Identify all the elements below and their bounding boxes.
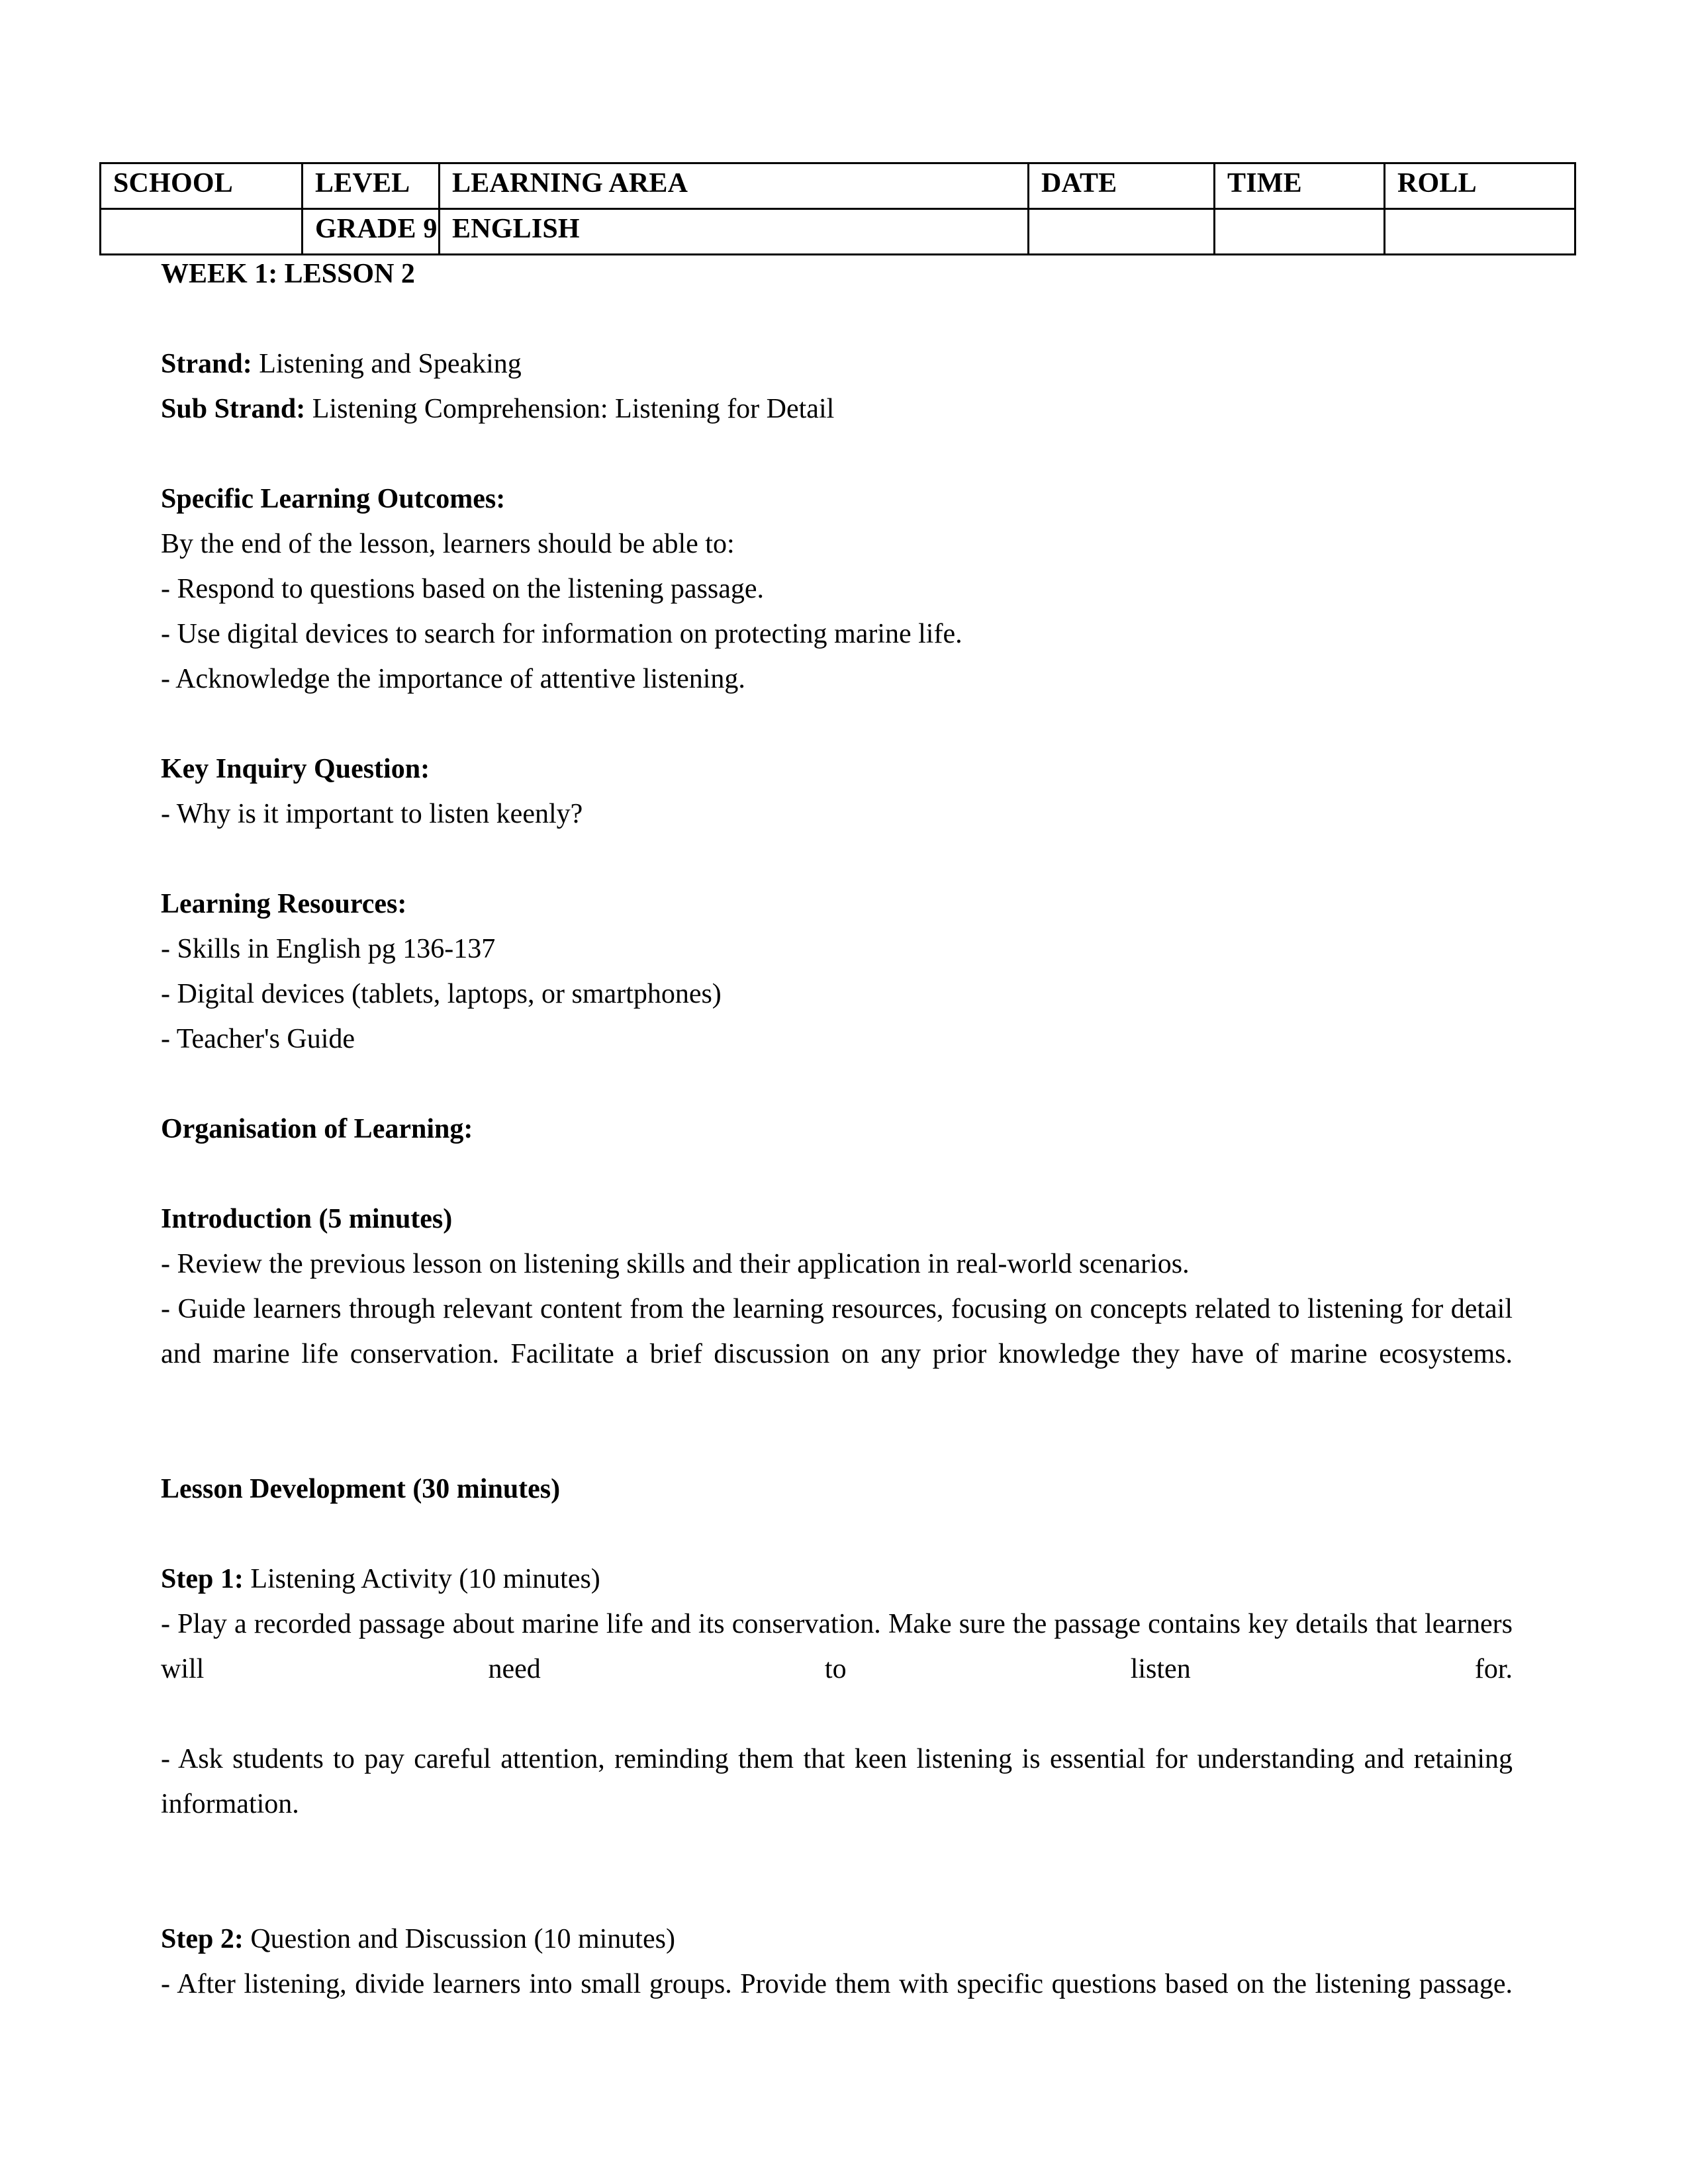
list-item: - Use digital devices to search for information on protecting marine life. — [161, 619, 962, 649]
cell-level-value[interactable]: GRADE 9 — [303, 209, 440, 255]
list-item: - Respond to questions based on the listening passage. — [161, 574, 765, 604]
week-lesson-title: WEEK 1: LESSON 2 — [161, 259, 415, 289]
sub-strand-value: Listening Comprehension: Listening for Detail — [305, 394, 835, 424]
column-header-date: DATE — [1029, 163, 1215, 209]
cell-roll-value[interactable] — [1385, 209, 1575, 255]
step-1-title — [161, 1557, 1513, 1602]
list-item: - Ask students to pay careful attention, reminding them that keen listening is essential for understanding and retaining information. — [161, 1744, 1520, 1819]
step-2-description: Question and Discussion (10 minutes) — [243, 1924, 675, 1954]
lesson-plan-body — [161, 251, 1520, 2052]
table-row — [101, 209, 1575, 255]
strand-line — [161, 341, 1513, 387]
column-header-roll: ROLL — [1385, 163, 1575, 209]
list-item: - Play a recorded passage about marine life and its conservation. Make sure the passage contains key details that learners will need to listen for. — [161, 1609, 1520, 1684]
list-item: - Teacher's Guide — [161, 1024, 355, 1054]
spacer — [161, 296, 1513, 341]
step-2-label: Step 2: — [161, 1924, 244, 1954]
organisation-of-learning-heading: Organisation of Learning: — [161, 1114, 473, 1144]
spacer — [161, 702, 1513, 747]
cell-time-value[interactable] — [1215, 209, 1385, 255]
list-item: - Skills in English pg 136-137 — [161, 934, 496, 964]
specific-learning-outcomes-heading: Specific Learning Outcomes: — [161, 484, 506, 514]
sub-strand-line — [161, 387, 1513, 432]
spacer — [161, 1422, 1513, 1467]
spacer — [161, 1152, 1513, 1197]
lesson-header-table — [99, 162, 1576, 255]
list-item: - Guide learners through relevant content from the learning resources, focusing on concepts related to listening for detail and marine life conservation. Facilitate a brief discussion on any prior knowledge they have of marine ecosystems. — [161, 1294, 1520, 1369]
spacer — [161, 1872, 1513, 1917]
lesson-header-table-wrapper — [99, 162, 1574, 255]
step-1-label: Step 1: — [161, 1564, 244, 1594]
list-item: - After listening, divide learners into small groups. Provide them with specific questions based on the listening passage. — [161, 1969, 1513, 1999]
specific-learning-outcomes-intro: By the end of the lesson, learners should be able to: — [161, 529, 735, 559]
sub-strand-label: Sub Strand: — [161, 394, 306, 424]
list-item: - Acknowledge the importance of attentive listening. — [161, 664, 745, 694]
table-header-row — [101, 163, 1575, 209]
spacer — [161, 1512, 1513, 1557]
cell-learning-area-value[interactable]: ENGLISH — [440, 209, 1029, 255]
spacer — [161, 1062, 1513, 1107]
learning-resources-heading: Learning Resources: — [161, 889, 407, 919]
spacer — [161, 432, 1513, 477]
list-item: - Why is it important to listen keenly? — [161, 799, 583, 829]
step-1-description: Listening Activity (10 minutes) — [243, 1564, 600, 1594]
column-header-time: TIME — [1215, 163, 1385, 209]
step-2-title — [161, 1917, 1513, 1962]
cell-date-value[interactable] — [1029, 209, 1215, 255]
column-header-learning-area: LEARNING AREA — [440, 163, 1029, 209]
list-item: - Digital devices (tablets, laptops, or smartphones) — [161, 979, 722, 1009]
column-header-level: LEVEL — [303, 163, 440, 209]
cell-school-value[interactable] — [101, 209, 303, 255]
column-header-school: SCHOOL — [101, 163, 303, 209]
lesson-development-heading: Lesson Development (30 minutes) — [161, 1474, 561, 1504]
key-inquiry-question-heading: Key Inquiry Question: — [161, 754, 430, 784]
strand-value: Listening and Speaking — [252, 349, 522, 379]
strand-label: Strand: — [161, 349, 252, 379]
introduction-heading: Introduction (5 minutes) — [161, 1204, 453, 1234]
spacer — [161, 837, 1513, 882]
list-item: - Review the previous lesson on listening skills and their application in real-world scenarios. — [161, 1249, 1190, 1279]
